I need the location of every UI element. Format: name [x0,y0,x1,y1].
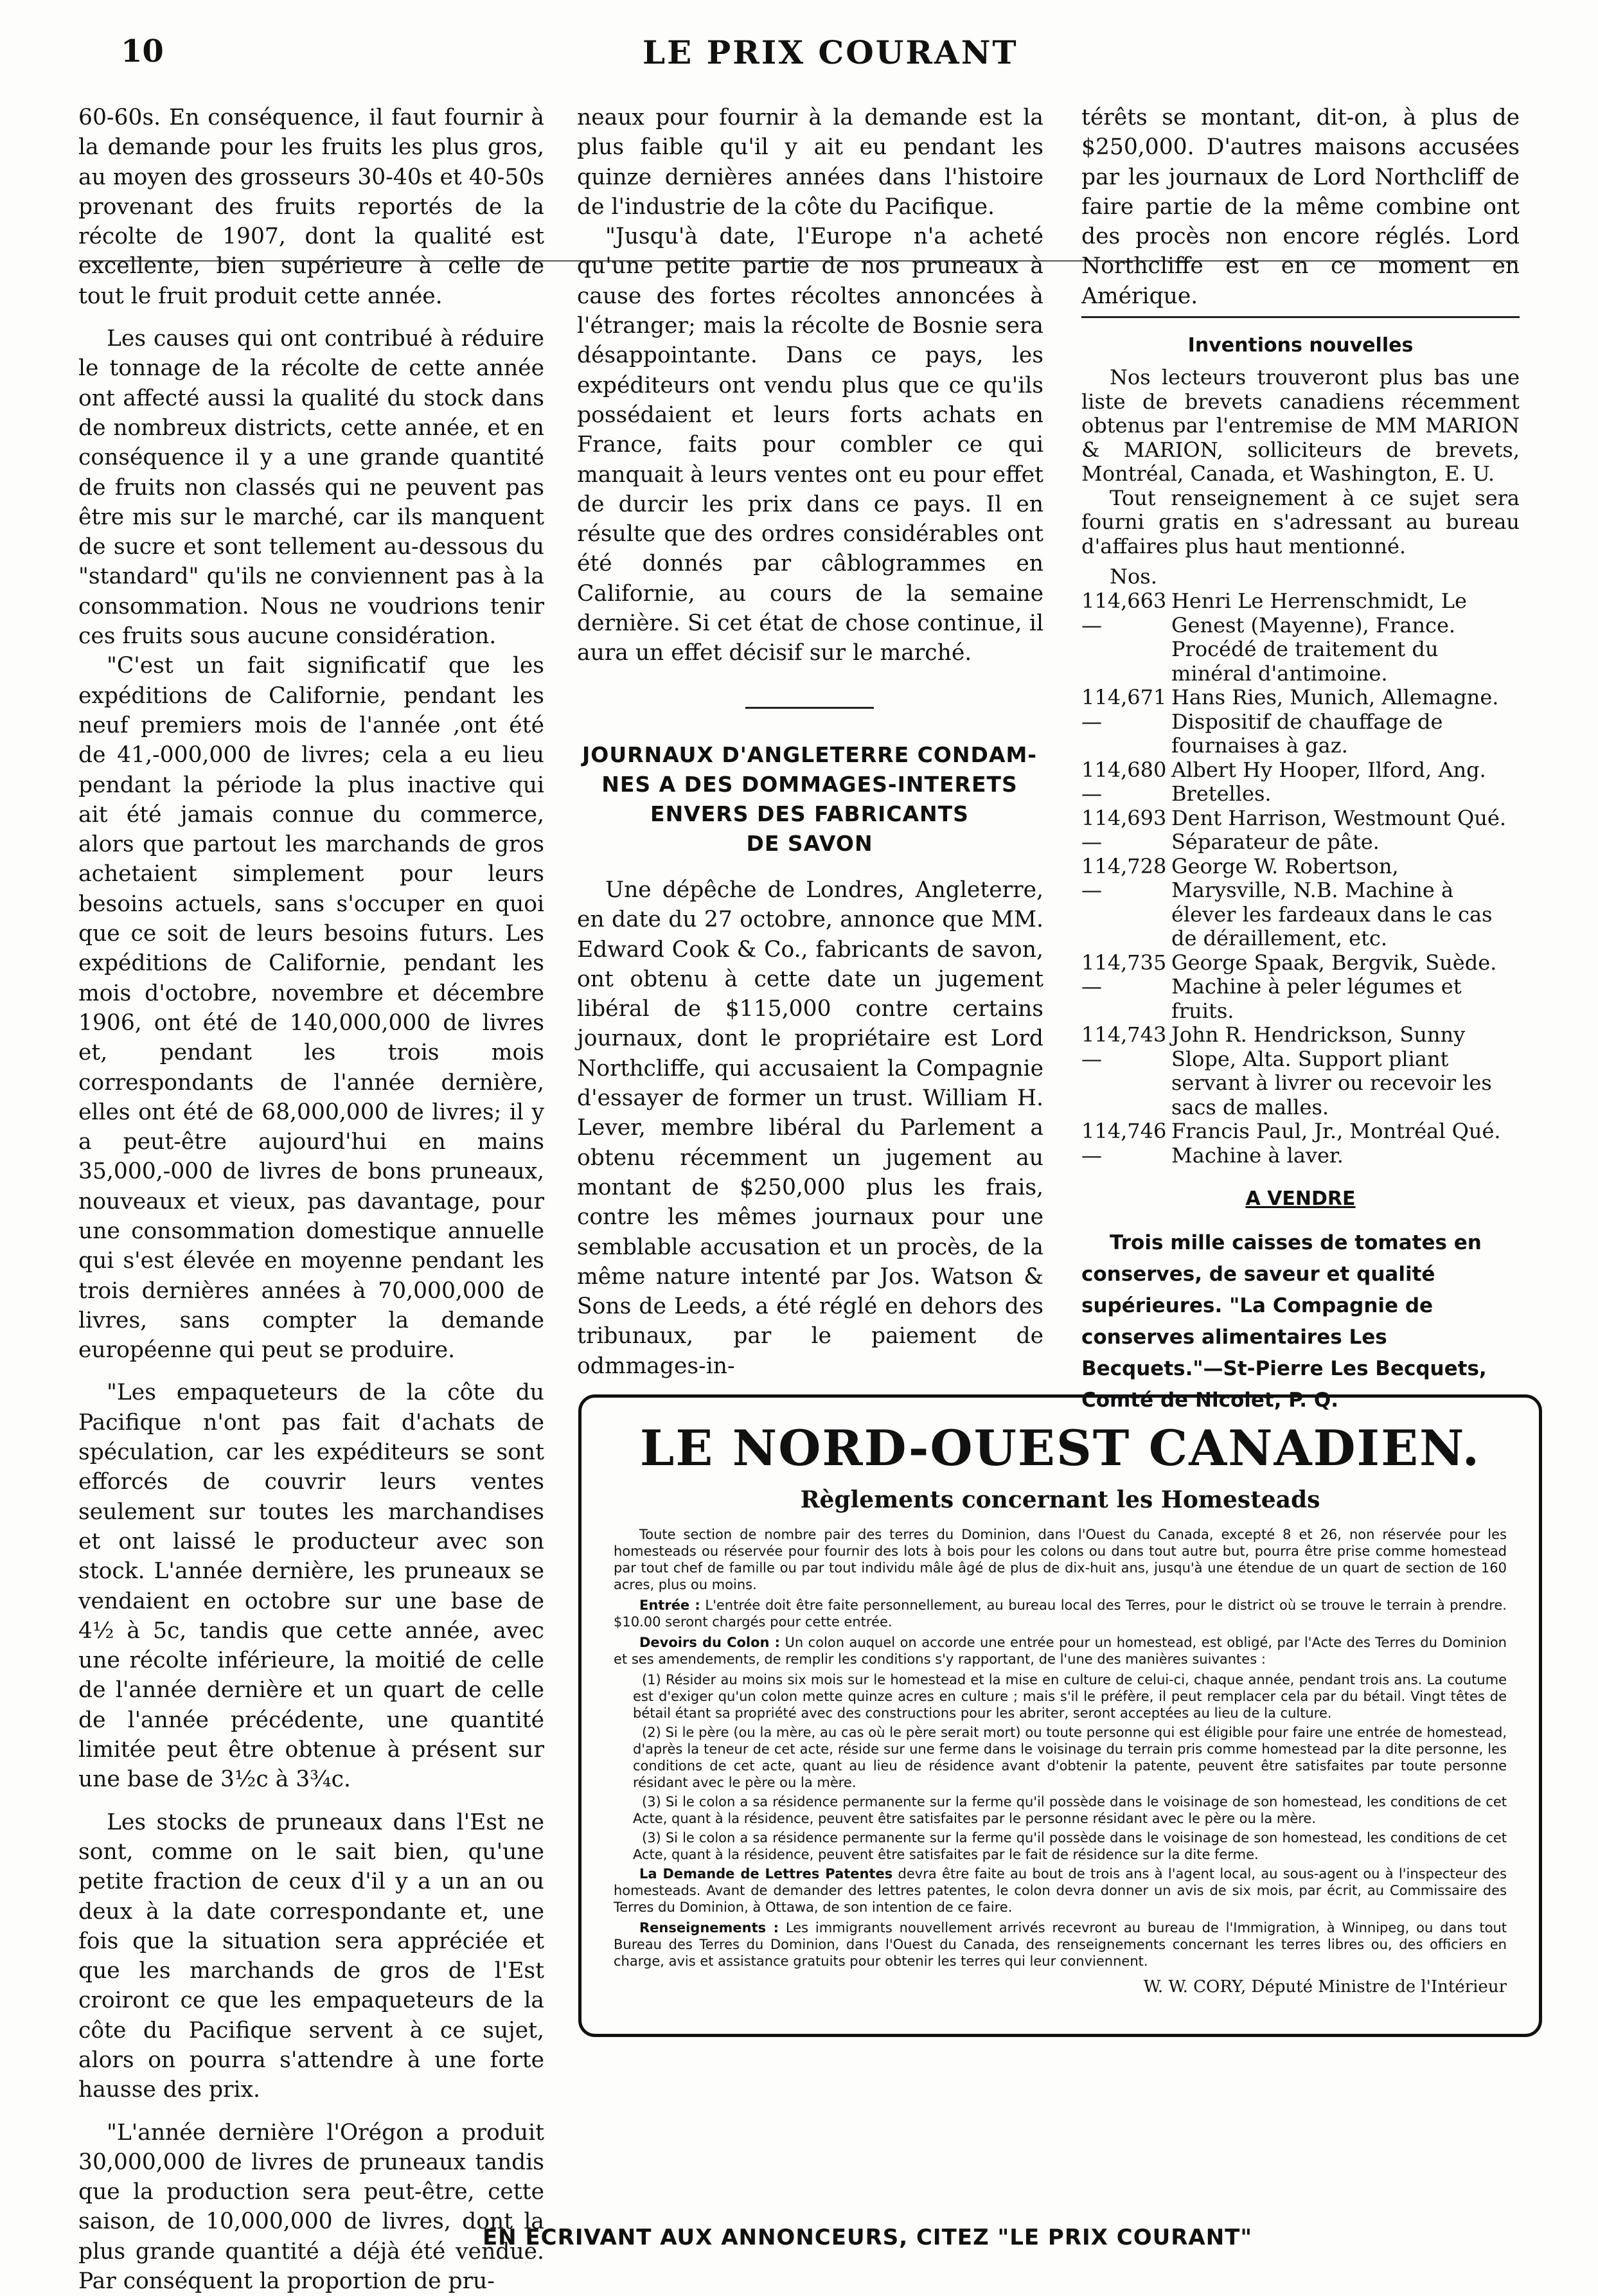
notice-paragraph [614,1919,1507,1970]
column-3 [1081,103,1520,1416]
notice-condition: (1) Résider au moins six mois sur le homestead et la mise en culture de celui-ci, chaque année, pendant trois ans. La coutume est d'exiger qu'un colon mette quinze acres en culture ; mais s'il le préfère, il peut remplacer cela par du bétail. Vingt têtes de bétail étant sa propriété avec des constructions pour les abriter, seront acceptées au lieu de la culture. [633,1672,1507,1721]
notice-condition: (3) Si le colon a sa résidence permanente sur la ferme qu'il possède dans le voisinage de son homestead, les conditions de cet Acte, quant à la résidence, peuvent être satisfaites par le fait de résidence sur la dite ferme. [633,1830,1507,1862]
notice-paragraph [614,1634,1507,1668]
headline-line: JOURNAUX D'ANGLETERRE CONDAM- [582,742,1037,767]
inventions-title: Inventions nouvelles [1187,334,1414,357]
notice-paragraph [614,1865,1507,1916]
paragraph: "C'est un fait significatif que les expéditions de Californie, pendant les neuf premiers mois de l'année ,ont été de 41,-000,000 de livres; cela a eu lieu pendant la période la plus inactive qui ait été jamais connue du commerce, alors que partout les marchands de gros achetaient simplement pour leurs besoins actuels, sans s'occuper en quoi que ce soit de leurs besoins futurs. Les expéditions de Californie, pendant les mois d'octobre, novembre et décembre 1906, ont été de 140,000,000 de livres et, pendant les trois mois correspondants de l'année dernière, elles ont été de 68,000,000 de livres; il y a peut-être aujourd'hui en mains 35,000,-000 de livres de bons pruneaux, nouveaux et vieux, pas davantage, pour une consommation domestique annuelle qui s'est élevée en moyenne pendant les trois dernières années à 70,000,000 de livres, sans compter la demande européenne qui peut se produire. [78,653,544,1364]
notice-text: devra être faite au bout de trois ans à l'agent local, au sous-agent ou à l'inspecteur des homesteads. Avant de demander des lettres patentes, le colon devra donner un avis de six mois, par écrit, au Commissaire des Terres du Dominion, à Ottawa, de son intention de ce faire. [614,1866,1507,1915]
headline-line: ENVERS DES FABRICANTS [650,801,969,826]
patent-number: 114,743— [1081,1022,1167,1071]
vendre-text: Trois mille caisses de tomates en conserves, de saveur et qualité supérieures. "La Compagnie de conserves alimentaires Les Becquets."—St-Pierre Les Becquets, Comté de Nicolet, P. Q. [1081,1231,1487,1412]
patent-entry [1081,951,1520,1024]
column-2 [577,103,1043,668]
patent-entry [1081,806,1520,855]
patent-number: 114,671— [1081,685,1167,734]
inventions-intro: Nos lecteurs trouveront plus bas une liste de brevets canadiens récemment obtenus par l'entremise de MM MARION & MARION, solliciteurs de brevets, Montréal, Canada, et Washington, E. U. [1081,365,1520,486]
paragraph: 60-60s. En conséquence, il faut fournir à la demande pour les fruits les plus gros, au moyen des grosseurs 30-40s et 40-50s provenant des fruits reportés de la récolte de 1907, dont la qualité est excellente, bien supérieure à celle de tout le fruit produit cette année. [78,105,544,309]
footer-notice: EN ECRIVANT AUX ANNONCEURS, CITEZ "LE PRIX COURANT" [482,2225,1253,2250]
patent-number: 114,735— [1081,950,1167,999]
paragraph: neaux pour fournir à la demande est la plus faible qu'il y ait eu pendant les quinze dernières années dans l'histoire de l'industrie de la côte du Pacifique. [577,105,1043,220]
headline-line: NES A DES DOMMAGES-INTERETS [601,772,1018,797]
homestead-notice-box [578,1394,1542,2037]
patent-entry [1081,686,1520,758]
paragraph: Les causes qui ont contribué à réduire le tonnage de la récolte de cette année ont affecté aussi la qualité du stock dans de nombreux districts, cette année, et en conséquence il y a une grande quantité de fruits non classés qui ne peuvent pas être mis sur le marché, car ils manquent de sucre et sont tellement au-dessous du "standard" qu'ils ne conviennent pas à la consommation. Nous ne voudrions tenir ces fruits sous aucune considération. [78,326,544,650]
patent-entry [1081,589,1520,686]
notice-text: Un colon auquel on accorde une entrée pour un homestead, est obligé, par l'Acte des Terres du Dominion et ses amendements, de remplir les conditions s'y rapportant, de l'une des manières suivantes : [614,1635,1507,1667]
notice-label: Renseignements : [639,1920,779,1936]
patent-text: Henri Le Herrenschmidt, Le Genest (Mayenne), France. Procédé de traitement du minéral d'antimoine. [1171,589,1467,686]
notice-title: LE NORD-OUEST CANADIEN. [639,1419,1481,1477]
nos-label: Nos. [1110,564,1157,589]
paragraph: "Jusqu'à date, l'Europe n'a acheté qu'une petite partie de nos pruneaux à cause des fortes récoltes annoncées à l'étranger; mais la récolte de Bosnie sera désappointante. Dans ce pays, les expéditeurs ont vendu plus que ce qu'ils possédaient et leurs forts achats en France, faits pour combler ce qui manquait à leurs ventes ont eu pour effet de durcir les prix dans ce pays. Il en résulte que des ordres considérables ont été donnés par câblogrammes en Californie, au cours de la semaine dernière. Si cet état de chose continue, il aura un effet décisif sur le marché. [577,224,1043,666]
article-body [577,875,1043,1381]
patent-text: George Spaak, Bergvik, Suède. Machine à peler légumes et fruits. [1171,950,1497,1023]
column-1 [78,103,544,2296]
inventions-note: Tout renseignement à ce sujet sera fourni gratis en s'adressant au bureau d'affaires plus haut mentionné. [1081,485,1520,558]
notice-text: L'entrée doit être faite personnellement, au bureau local des Terres, pour le district où se trouve le terrain à prendre. $10.00 seront chargés pour cette entrée. [614,1597,1507,1630]
patent-entry [1081,1023,1520,1119]
patent-number: 114,728— [1081,853,1167,903]
paragraph: térêts se montant, dit-on, à plus de $250,000. D'autres maisons accusées par les journaux de Lord Northcliff de faire partie de la même combine ont des procès non encore réglés. Lord Northcliffe est en ce moment en Amérique. [1081,105,1520,309]
paragraph: "L'année dernière l'Orégon a produit 30,000,000 de livres de pruneaux tandis que la production sera peut-être, cette saison, de 10,000,000 de livres, dont la plus grande quantité a déjà été vendue. Par conséquent la proportion de pru- [78,2119,544,2295]
notice-subtitle: Règlements concernant les Homesteads [800,1486,1320,1513]
notice-paragraph: Toute section de nombre pair des terres du Dominion, dans l'Ouest du Canada, excepté 8 et 26, non réservée pour les homesteads ou réservée pour fournir des lots à bois pour les colons ou dans tout autre but, pourra être prise comme homestead par tout chef de famille ou par tout individu mâle âgé de plus de dix-huit ans, jusqu'à une étendue de un quart de section de 160 acres, plus ou moins. [614,1527,1507,1592]
patent-number: 114,746— [1081,1119,1167,1168]
patent-entry [1081,855,1520,951]
patent-text: Albert Hy Hooper, Ilford, Ang. Bretelles. [1171,757,1486,806]
patent-text: George W. Robertson, Marysville, N.B. Machine à élever les fardeaux dans le cas de déraillement, etc. [1171,853,1493,951]
paragraph: Une dépêche de Londres, Angleterre, en date du 27 octobre, annonce que MM. Edward Cook & Co., fabricants de savon, ont obtenu à cette date un jugement libéral de $115,000 contre certains journaux, dont le propriétaire est Lord Northcliffe, qui accusaient la Compagnie d'essayer de former un trust. William H. Lever, membre libéral du Parlement a obtenu récemment un jugement au montant de $250,000 plus les frais, contre les mêmes journaux pour une semblable accusation et un procès, de la même nature intenté par Jos. Watson & Sons de Leeds, a été réglé en dehors des tribunaux, par le paiement de odmmages-in- [577,877,1043,1379]
patent-entry [1081,1119,1520,1168]
patent-text: Hans Ries, Munich, Allemagne. Dispositif de chauffage de fournaises à gaz. [1171,685,1499,758]
notice-label: Entrée : [639,1597,700,1613]
notice-condition: (2) Si le père (ou la mère, au cas où le père serait mort) ou toute personne qui est éligible pour faire une entrée de homestead, d'après la teneur de cet acte, réside sur une ferme dans le voisinage du terrain pris comme homestead par la dite personne, les conditions de cet acte, quant au lieu de résidence avant d'obtenir la patente, peuvent être satisfaites par toute personne résidant avec le père ou la mère. [633,1725,1507,1790]
column-divider-rule [745,707,874,709]
notice-condition: (3) Si le colon a sa résidence permanente sur la ferme qu'il possède dans le voisinage de son homestead, les conditions de cet Acte, quant à la résidence, peuvent être satisfaites par le personne résidant avec le père ou la mère. [633,1794,1507,1826]
notice-paragraph [614,1597,1507,1630]
paragraph: "Les empaqueteurs de la côte du Pacifique n'ont pas fait d'achats de spéculation, car les expéditeurs se sont efforcés de couvrir leurs ventes seulement sur toutes les marchandises et ont laissé le producteur avec son stock. L'année dernière, les pruneaux se vendaient en octobre sur une base de 4½ à 5c, tandis que cette année, avec une récolte inférieure, la moitié de celle de l'année dernière et un quart de celle de l'année précédente, une quantité limitée peut être obtenue à présent sur une base de 3½c à 3¾c. [78,1380,544,1793]
patent-entry [1081,758,1520,806]
notice-label: Devoirs du Colon : [639,1635,780,1650]
article-headline [572,740,1047,859]
vendre-title: A VENDRE [1245,1188,1356,1211]
patent-number: 114,680— [1081,757,1167,806]
patent-number: 114,693— [1081,805,1167,855]
notice-label: La Demande de Lettres Patentes [639,1866,893,1882]
page-number: 10 [121,33,164,69]
notice-body [614,1526,1507,1970]
notice-signature: W. W. CORY, Député Ministre de l'Intérieur [1143,1977,1507,1997]
paragraph: Les stocks de pruneaux dans l'Est ne sont, comme on le sait bien, qu'une petite fraction de ceux d'il y a un an ou deux à la date correspondante et, une fois que la situation sera appréciée et que les marchands de gros de l'Est croiront ce que les empaqueteurs de la côte du Pacifique servent à ce sujet, alors on pourra s'attendre à une forte hausse des prix. [78,1809,544,2103]
notice-text: Les immigrants nouvellement arrivés recevront au bureau de l'Immigration, à Winnipeg, ou dans tout Bureau des Terres du Dominion, dans l'Ouest du Canada, des renseignements concernant les terres libres ou, des officiers en charge, avis et assistance gratuits pour obtenir les terres qui leur conviennent. [614,1920,1507,1969]
patent-text: Dent Harrison, Westmount Qué. Séparateur de pâte. [1171,805,1506,855]
section-rule [1081,316,1520,318]
patent-text: Francis Paul, Jr., Montréal Qué. Machine à laver. [1171,1119,1501,1168]
headline-line: DE SAVON [746,831,873,856]
patent-text: John R. Hendrickson, Sunny Slope, Alta. Support pliant servant à livrer ou recevoir les sacs de malles. [1171,1022,1492,1119]
patent-number: 114,663— [1081,589,1167,637]
masthead-title: LE PRIX COURANT [643,33,1018,71]
